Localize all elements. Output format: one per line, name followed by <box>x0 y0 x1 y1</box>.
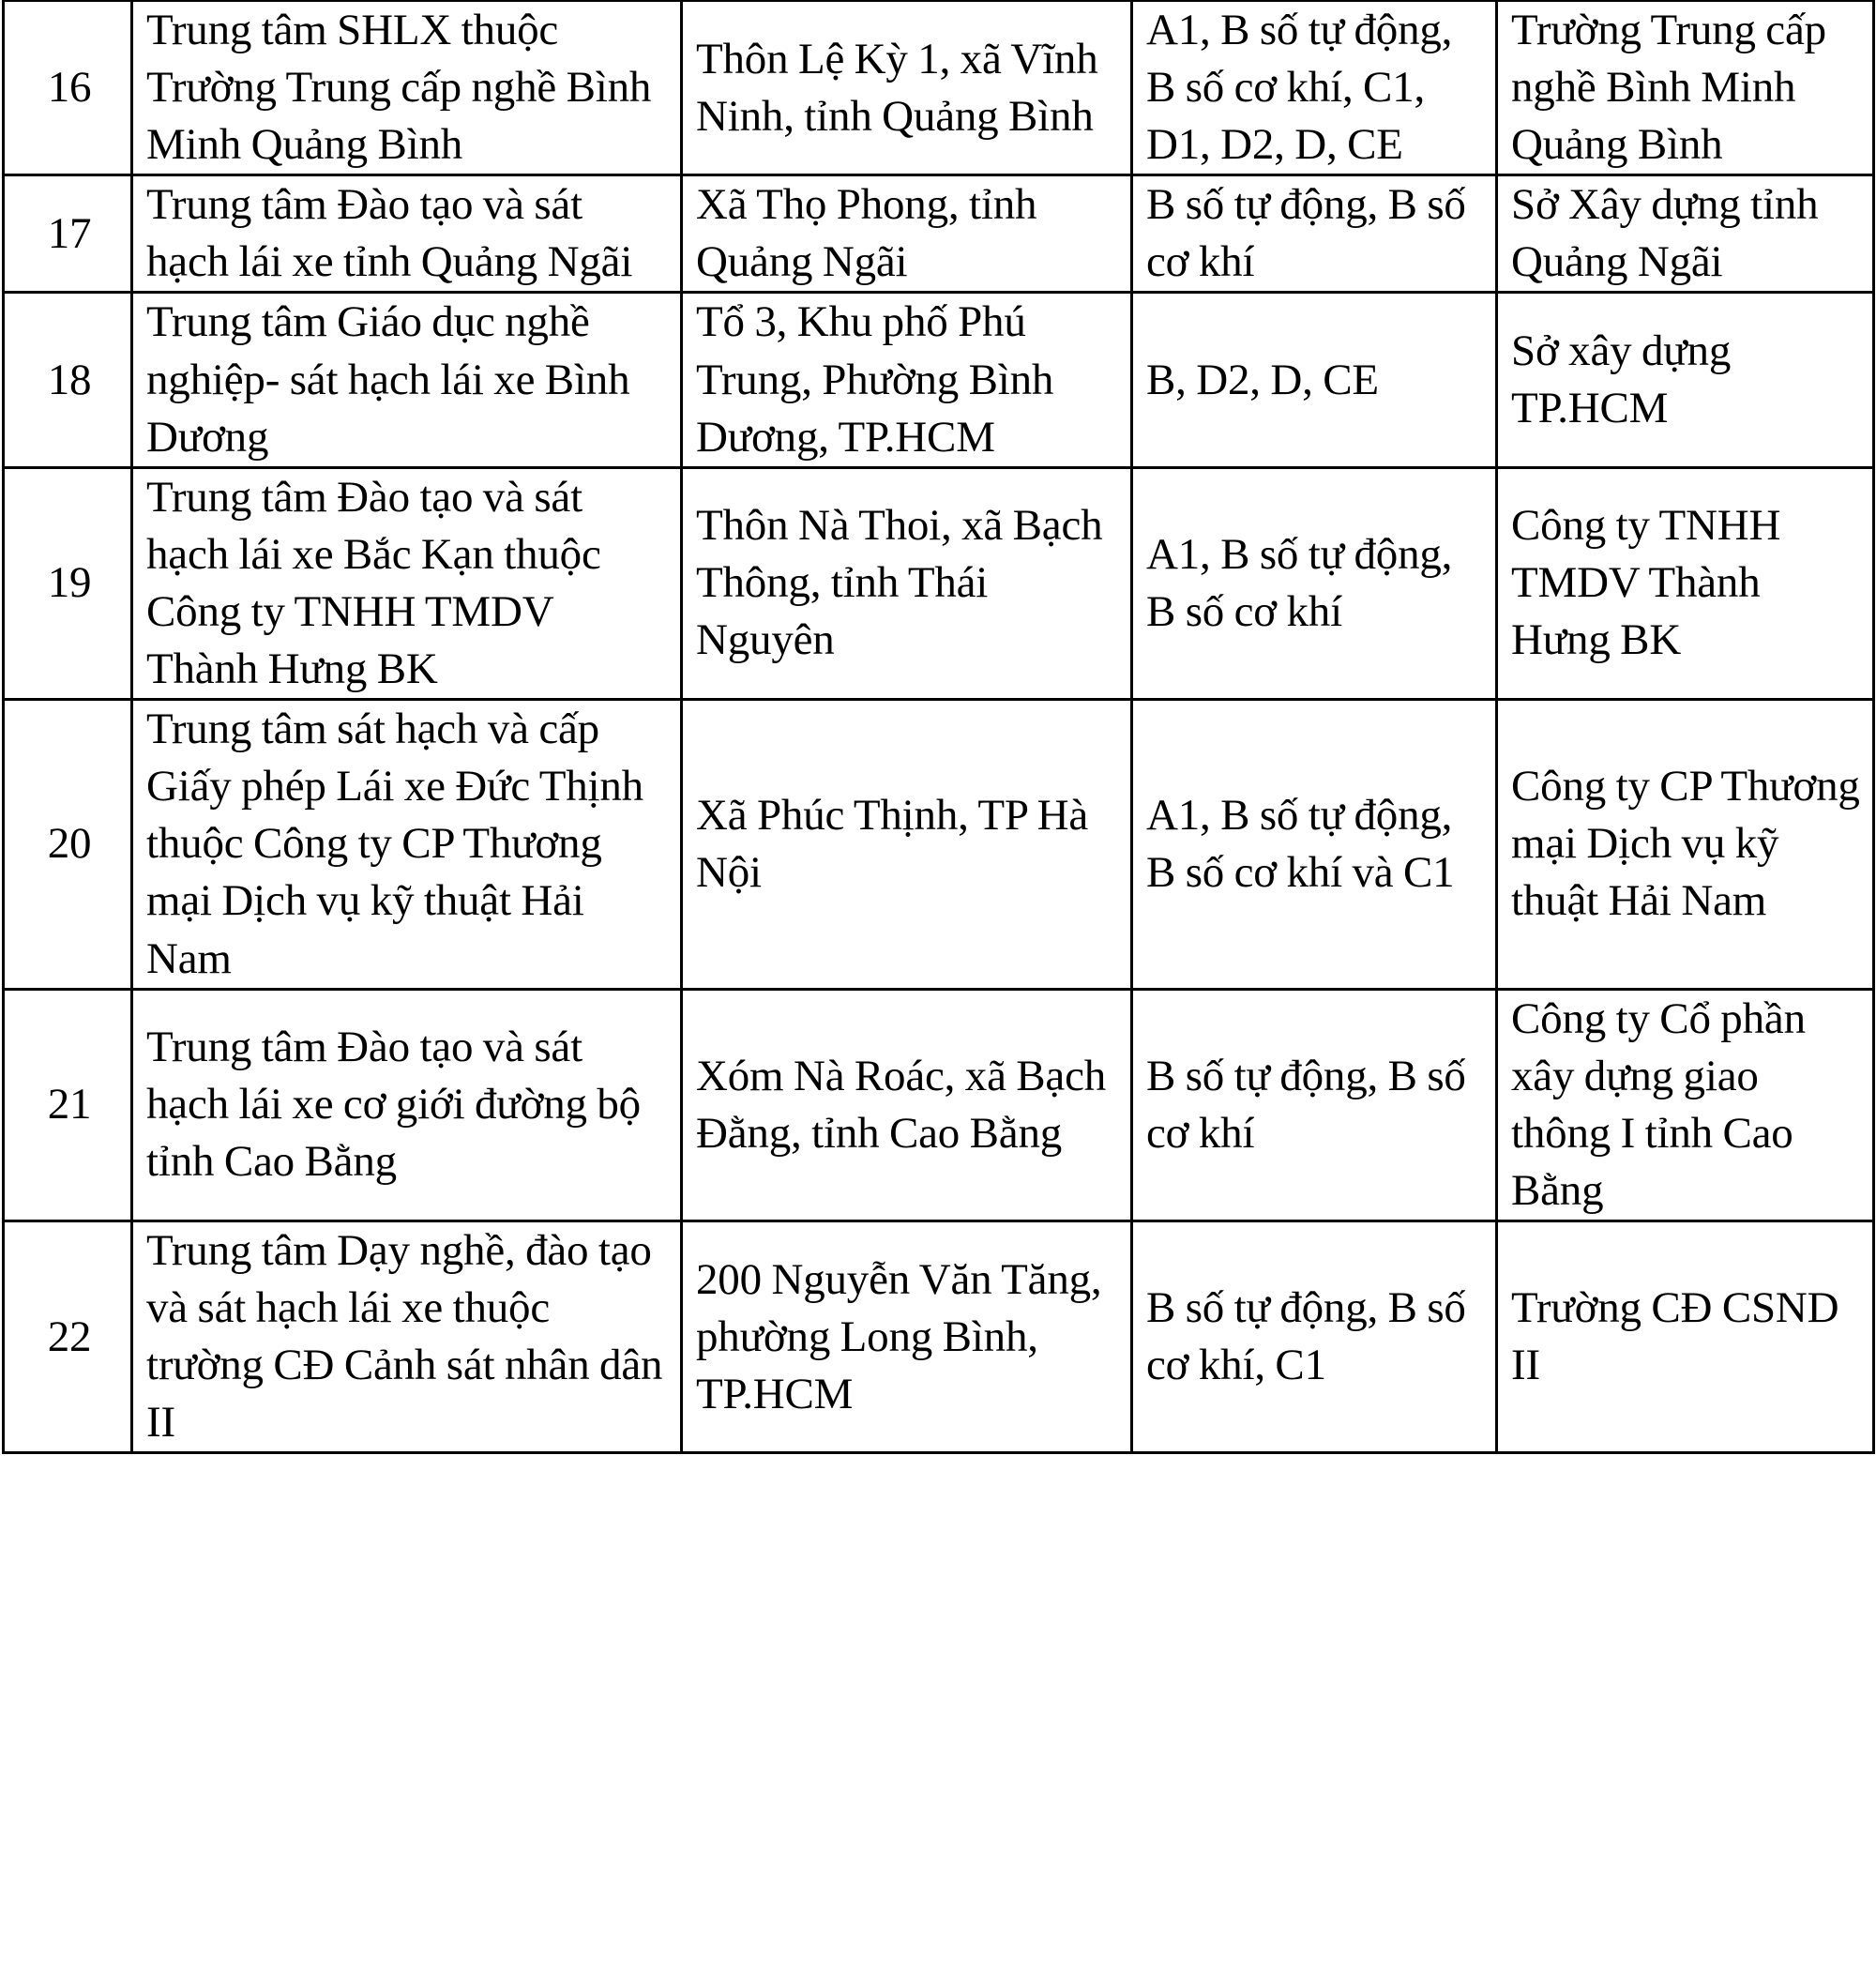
driving-test-centers-table <box>2 0 1875 1454</box>
cell-row-number: 18 <box>4 293 132 467</box>
cell-license-classes: B, D2, D, CE <box>1132 293 1497 467</box>
cell-authority: Công ty TNHH TMDV Thành Hưng BK <box>1497 467 1874 699</box>
cell-authority: Sở xây dựng TP.HCM <box>1497 293 1874 467</box>
cell-center-name: Trung tâm Đào tạo và sát hạch lái xe tỉnh Quảng Ngãi <box>132 175 682 293</box>
cell-row-number: 20 <box>4 700 132 989</box>
cell-center-name: Trung tâm Đào tạo và sát hạch lái xe Bắc Kạn thuộc Công ty TNHH TMDV Thành Hưng BK <box>132 467 682 699</box>
cell-row-number: 19 <box>4 467 132 699</box>
table-row <box>4 1 1874 175</box>
cell-authority: Sở Xây dựng tỉnh Quảng Ngãi <box>1497 175 1874 293</box>
cell-row-number: 21 <box>4 989 132 1221</box>
cell-center-name: Trung tâm sát hạch và cấp Giấy phép Lái xe Đức Thịnh thuộc Công ty CP Thương mại Dịch vụ kỹ thuật Hải Nam <box>132 700 682 989</box>
table-body <box>4 1 1874 1453</box>
cell-license-classes: A1, B số tự động, B số cơ khí và C1 <box>1132 700 1497 989</box>
cell-license-classes: B số tự động, B số cơ khí <box>1132 175 1497 293</box>
cell-row-number: 22 <box>4 1221 132 1452</box>
cell-license-classes: A1, B số tự động, B số cơ khí, C1, D1, D2, D, CE <box>1132 1 1497 175</box>
cell-address: Thôn Lệ Kỳ 1, xã Vĩnh Ninh, tỉnh Quảng Bình <box>682 1 1132 175</box>
cell-address: Xóm Nà Roác, xã Bạch Đằng, tỉnh Cao Bằng <box>682 989 1132 1221</box>
cell-address: Tổ 3, Khu phố Phú Trung, Phường Bình Dương, TP.HCM <box>682 293 1132 467</box>
cell-center-name: Trung tâm Giáo dục nghề nghiệp- sát hạch lái xe Bình Dương <box>132 293 682 467</box>
cell-license-classes: A1, B số tự động, B số cơ khí <box>1132 467 1497 699</box>
cell-authority: Công ty Cổ phần xây dựng giao thông I tỉnh Cao Bằng <box>1497 989 1874 1221</box>
table-row <box>4 467 1874 699</box>
cell-license-classes: B số tự động, B số cơ khí <box>1132 989 1497 1221</box>
cell-authority: Trường Trung cấp nghề Bình Minh Quảng Bình <box>1497 1 1874 175</box>
cell-address: 200 Nguyễn Văn Tăng, phường Long Bình, TP.HCM <box>682 1221 1132 1452</box>
cell-license-classes: B số tự động, B số cơ khí, C1 <box>1132 1221 1497 1452</box>
cell-authority: Trường CĐ CSND II <box>1497 1221 1874 1452</box>
table-row <box>4 989 1874 1221</box>
table-row <box>4 293 1874 467</box>
cell-center-name: Trung tâm SHLX thuộc Trường Trung cấp nghề Bình Minh Quảng Bình <box>132 1 682 175</box>
cell-address: Xã Thọ Phong, tỉnh Quảng Ngãi <box>682 175 1132 293</box>
cell-address: Thôn Nà Thoi, xã Bạch Thông, tỉnh Thái Nguyên <box>682 467 1132 699</box>
cell-row-number: 16 <box>4 1 132 175</box>
cell-row-number: 17 <box>4 175 132 293</box>
cell-address: Xã Phúc Thịnh, TP Hà Nội <box>682 700 1132 989</box>
cell-center-name: Trung tâm Dạy nghề, đào tạo và sát hạch lái xe thuộc trường CĐ Cảnh sát nhân dân II <box>132 1221 682 1452</box>
cell-authority: Công ty CP Thương mại Dịch vụ kỹ thuật Hải Nam <box>1497 700 1874 989</box>
table-row <box>4 175 1874 293</box>
table-row <box>4 1221 1874 1452</box>
table-row <box>4 700 1874 989</box>
cell-center-name: Trung tâm Đào tạo và sát hạch lái xe cơ giới đường bộ tỉnh Cao Bằng <box>132 989 682 1221</box>
